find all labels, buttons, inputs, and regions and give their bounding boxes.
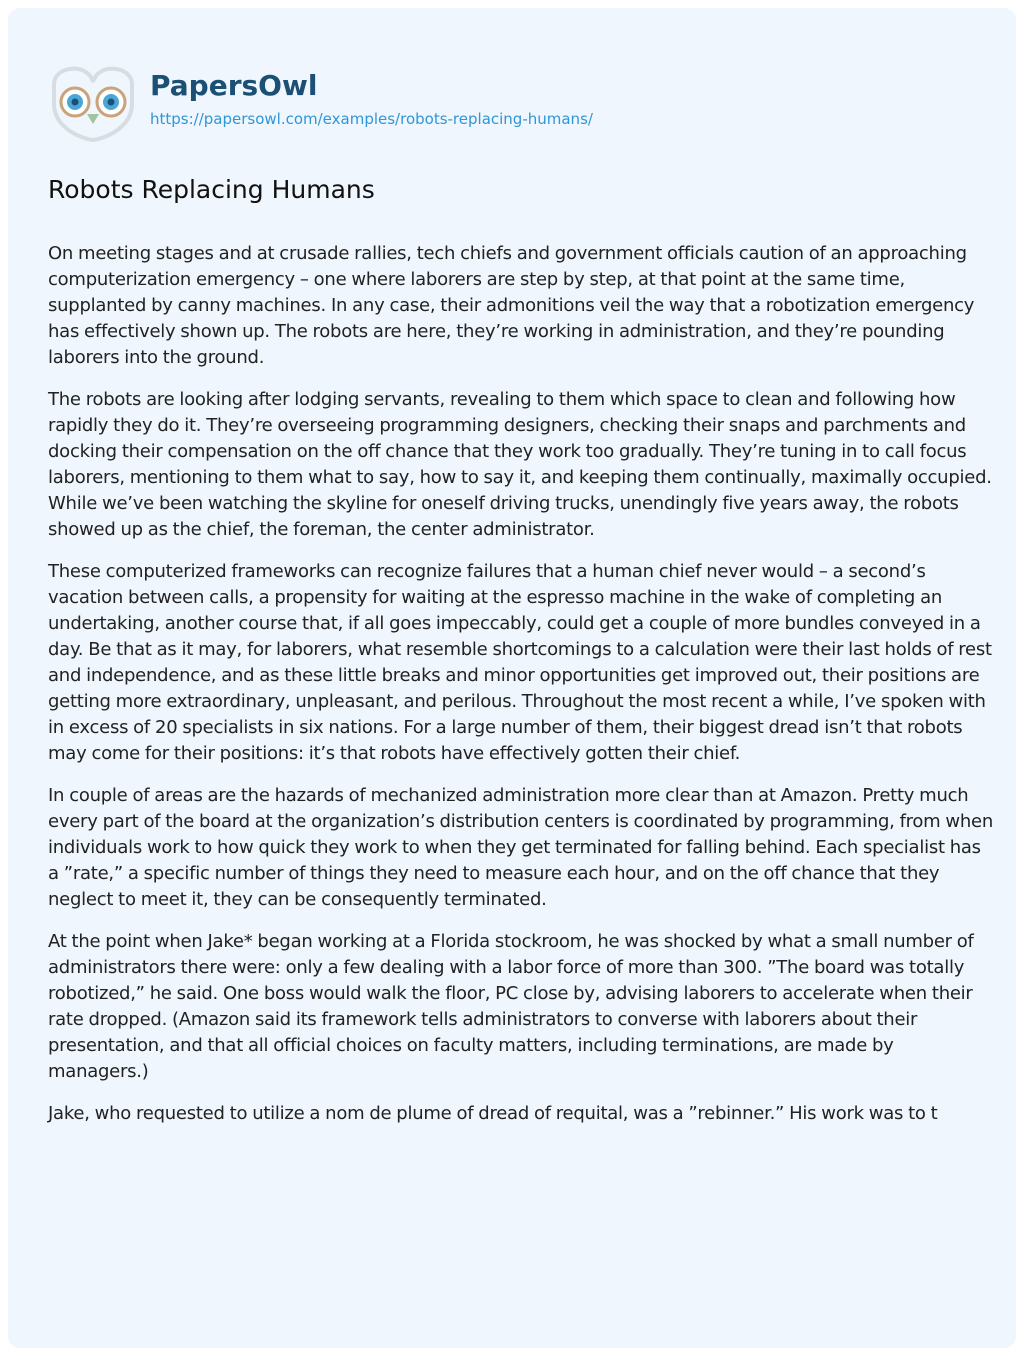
paragraph: At the point when Jake* began working at a Florida stockroom, he was shocked by what a small number of administrators there were: only a few dealing with a labor force of more than 300. ”The board was totally robotized,” he said. One boss would walk the floor, PC close by, advising laborers to accelerate when their rate dropped. (Amazon said its framework tells administrators to converse with laborers about their presentation, and that all official choices on faculty matters, including terminations, are made by managers.) [48, 931, 974, 1082]
document-title: Robots Replacing Humans [48, 175, 375, 204]
brand-header [48, 60, 593, 144]
document-page [8, 8, 1016, 1348]
source-url-link[interactable]: https://papersowl.com/examples/robots-replacing-humans/ [150, 110, 593, 128]
owl-logo-icon [48, 60, 138, 144]
document-body [48, 241, 994, 1143]
brand-name: PapersOwl [150, 69, 318, 102]
paragraph: In couple of areas are the hazards of mechanized administration more clear than at Amazon. Pretty much every part of the board at the organization’s distribution centers is coordinated by programming, from when individuals work to how quick they work to when they get terminated for falling behind. Each specialist has a ”rate,” a specific number of things they need to measure each hour, and on the off chance that they neglect to meet it, they can be consequently terminated. [48, 785, 994, 910]
paragraph: These computerized frameworks can recognize failures that a human chief never would – a second’s vacation between calls, a propensity for waiting at the espresso machine in the wake of completing an undertaking, another course that, if all goes impeccably, could get a couple of more bundles conveyed in a day. Be that as it may, for laborers, what resemble shortcomings to a calculation were their last holds of rest and independence, and as these little breaks and minor opportunities get improved out, their positions are getting more extraordinary, unpleasant, and perilous. Throughout the most recent a while, I’ve spoken with in excess of 20 specialists in six nations. For a large number of them, their biggest dread isn’t that robots may come for their positions: it’s that robots have effectively gotten their chief. [48, 561, 992, 764]
paragraph: The robots are looking after lodging servants, revealing to them which space to clean and following how rapidly they do it. They’re overseeing programming designers, checking their snaps and parchments and docking their compensation on the off chance that they work too gradually. They’re tuning in to call focus laborers, mentioning to them what to say, how to say it, and keeping them continually, maximally occupied. While we’ve been watching the skyline for oneself driving trucks, unendingly five years away, the robots showed up as the chief, the foreman, the center administrator. [48, 389, 992, 540]
paragraph: Jake, who requested to utilize a nom de plume of dread of requital, was a ”rebinner.” His work was to t [48, 1103, 938, 1124]
paragraph: On meeting stages and at crusade rallies, tech chiefs and government officials caution of an approaching computerization emergency – one where laborers are step by step, at that point at the same time, supplanted by canny machines. In any case, their admonitions veil the way that a robotization emergency has effectively shown up. The robots are here, they’re working in administration, and they’re pounding laborers into the ground. [48, 243, 975, 368]
